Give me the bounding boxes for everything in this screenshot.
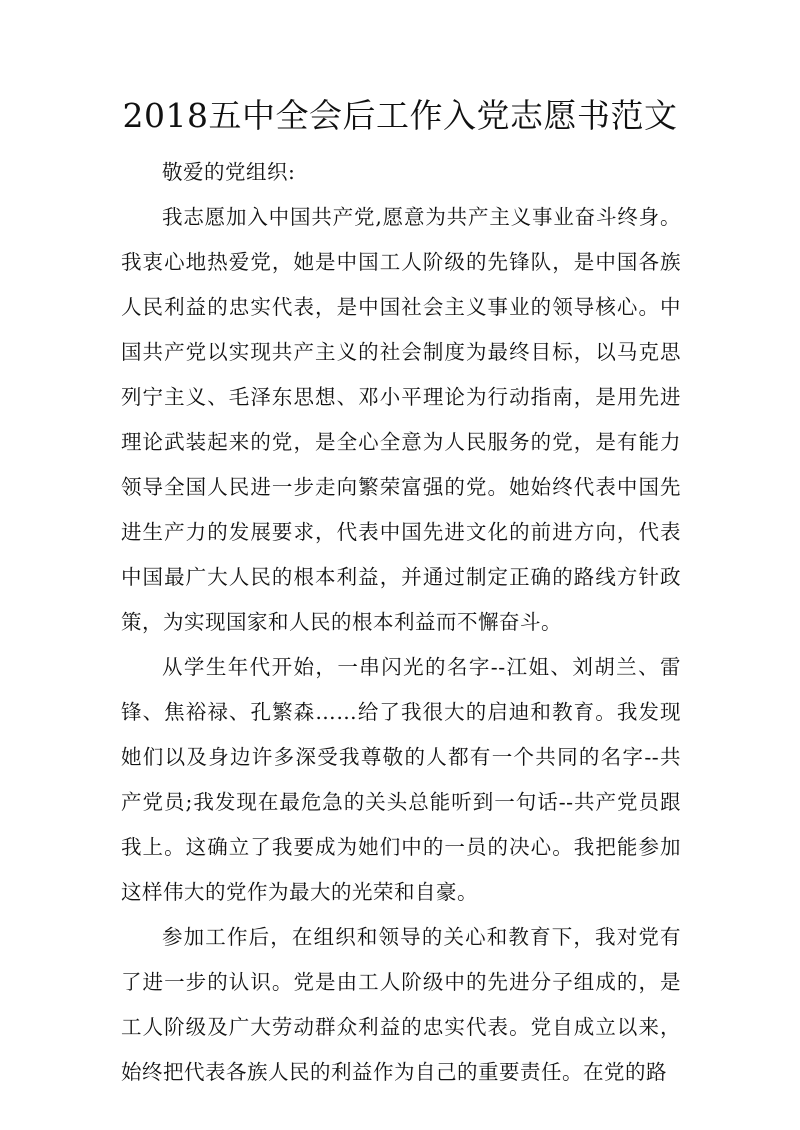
paragraph-3: 参加工作后，在组织和领导的关心和教育下，我对党有了进一步的认识。党是由工人阶级中的先进分子组成的，是工人阶级及广大劳动群众利益的忠实代表。党自成立以来，始终把代表各族人民的利益作为自己的重要责任。在党的路 [121, 925, 681, 1084]
paragraph-1: 我志愿加入中国共产党,愿意为共产主义事业奋斗终身。我衷心地热爱党，她是中国工人阶级的先锋队，是中国各族人民利益的忠实代表，是中国社会主义事业的领导核心。中国共产党以实现共产主义的社会制度为最终目标，以马克思列宁主义、毛泽东思想、邓小平理论为行动指南，是用先进理论武装起来的党，是全心全意为人民服务的党，是有能力领导全国人民进一步走向繁荣富强的党。她始终代表中国先进生产力的发展要求，代表中国先进文化的前进方向，代表中国最广大人民的根本利益，并通过制定正确的路线方针政策，为实现国家和人民的根本利益而不懈奋斗。 [121, 205, 681, 634]
paragraph-2: 从学生年代开始，一串闪光的名字--江姐、刘胡兰、雷锋、焦裕禄、孔繁森……给了我很大的启迪和教育。我发现她们以及身边许多深受我尊敬的人都有一个共同的名字--共产党员;我发现在最危急的关头总能听到一句话--共产党员跟我上。这确立了我要成为她们中的一员的决心。我把能参加这样伟大的党作为最大的光荣和自豪。 [121, 655, 681, 904]
document-title: 2018五中全会后工作入党志愿书范文 [122, 96, 678, 135]
document-body [121, 150, 681, 1095]
salutation: 敬爱的党组织: [162, 160, 296, 184]
